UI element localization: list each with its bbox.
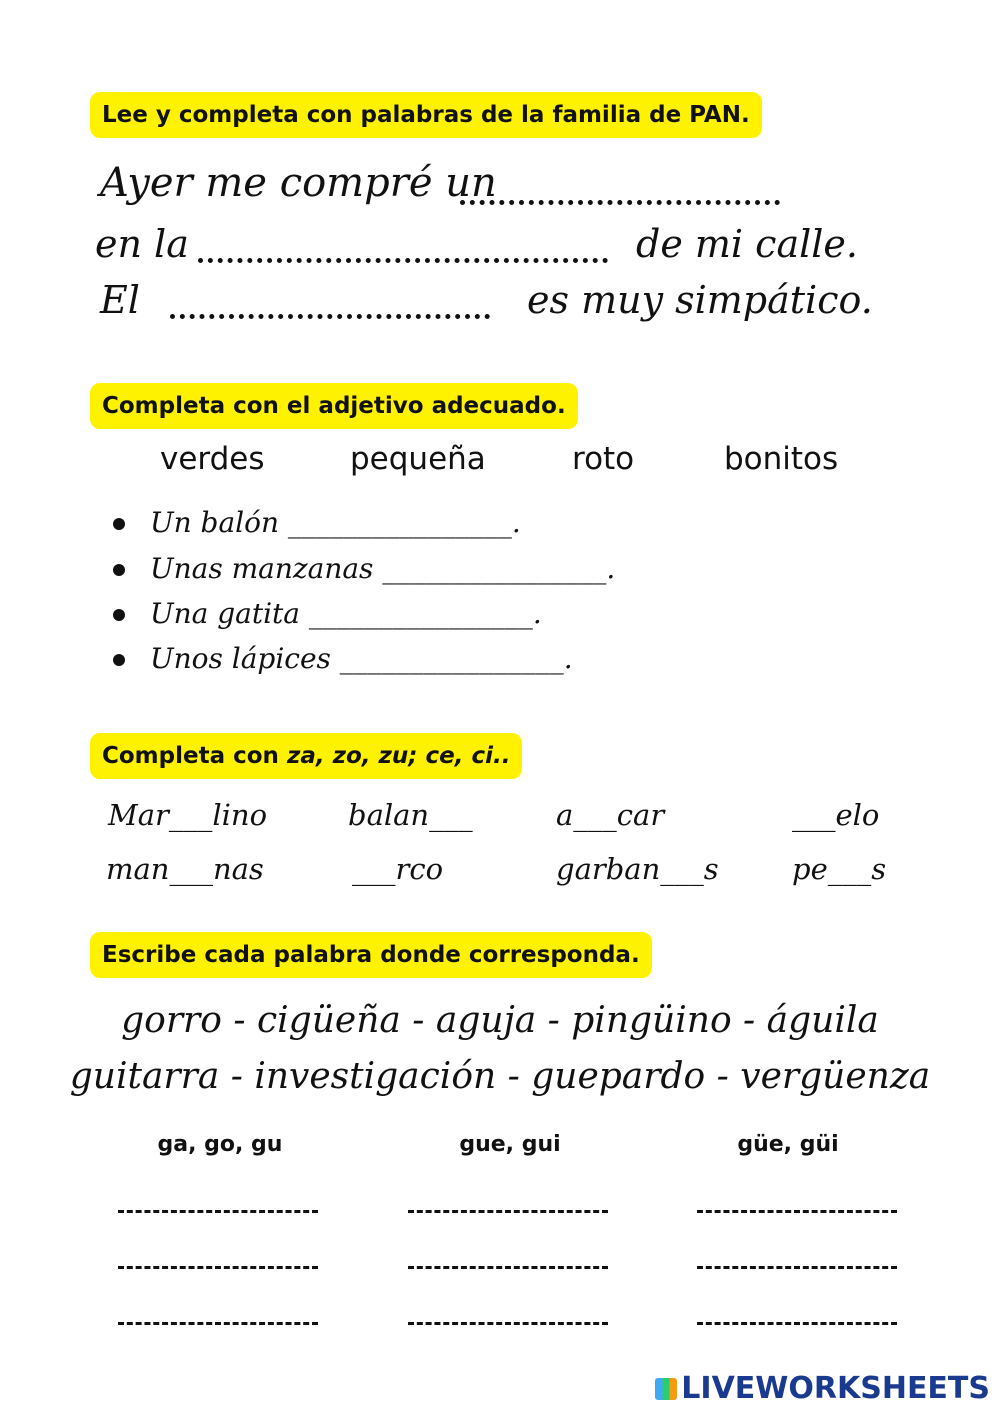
answer-line[interactable] <box>697 1322 897 1325</box>
sentence3-end: es muy simpático. <box>527 278 873 322</box>
answer-line[interactable] <box>697 1210 897 1213</box>
adjective-roto: roto <box>572 441 635 477</box>
instruction-family-pan: Lee y completa con palabras de la familia de PAN. <box>90 92 762 138</box>
column-header-gue-gui: gue, gui <box>459 1132 561 1157</box>
sentence2-end: de mi calle. <box>636 222 858 266</box>
adjective-bonitos: bonitos <box>724 441 839 477</box>
answer-line[interactable] <box>118 1322 318 1325</box>
word-bank-line1: gorro - cigüeña - aguja - pingüino - águila <box>121 1000 879 1041</box>
answer-line[interactable] <box>408 1322 608 1325</box>
syllable-word[interactable]: Mar___lino <box>108 798 268 832</box>
sentence3-start: El <box>100 278 140 322</box>
syllable-word[interactable]: balan___ <box>348 798 473 832</box>
bullet <box>113 654 125 666</box>
answer-line[interactable] <box>118 1210 318 1213</box>
bullet <box>113 564 125 576</box>
answer-line[interactable] <box>408 1266 608 1269</box>
answer-line[interactable] <box>408 1210 608 1213</box>
instruction-syllables <box>90 733 522 779</box>
blank-1[interactable] <box>460 200 780 205</box>
logo-text: LIVEWORKSHEETS <box>681 1371 990 1406</box>
column-header-ga-go-gu: ga, go, gu <box>157 1132 283 1157</box>
column-header-gue-gui-dieresis: güe, güi <box>737 1132 839 1157</box>
list-item-lapices[interactable]: Unos lápices ________________. <box>150 642 573 675</box>
list-item-manzanas[interactable]: Unas manzanas ________________. <box>150 552 616 585</box>
adjective-pequena: pequeña <box>350 441 486 477</box>
sentence2-start: en la <box>95 222 189 266</box>
syllable-word[interactable]: ___rco <box>352 852 444 886</box>
blank-2[interactable] <box>198 258 608 263</box>
instruction-classify: Escribe cada palabra donde corresponda. <box>90 932 652 978</box>
instruction-syllables-list: za, zo, zu; ce, ci.. <box>286 743 511 769</box>
answer-line[interactable] <box>697 1266 897 1269</box>
adjective-verdes: verdes <box>160 441 265 477</box>
syllable-word[interactable]: pe___s <box>792 852 887 886</box>
bullet <box>113 518 125 530</box>
syllable-word[interactable]: ___elo <box>792 798 880 832</box>
liveworksheets-logo <box>655 1371 990 1406</box>
syllable-word[interactable]: garban___s <box>556 852 719 886</box>
syllable-word[interactable]: a___car <box>556 798 665 832</box>
answer-line[interactable] <box>118 1266 318 1269</box>
logo-icon <box>655 1378 677 1400</box>
list-item-balon[interactable]: Un balón ________________. <box>150 506 521 539</box>
sentence1-text: Ayer me compré un <box>100 160 497 206</box>
instruction-syllables-prefix: Completa con <box>102 743 287 769</box>
syllable-word[interactable]: man___nas <box>106 852 264 886</box>
word-bank-line2: guitarra - investigación - guepardo - vergüenza <box>69 1056 931 1097</box>
list-item-gatita[interactable]: Una gatita ________________. <box>150 597 542 630</box>
instruction-adjective: Completa con el adjetivo adecuado. <box>90 383 578 429</box>
blank-3[interactable] <box>170 314 490 319</box>
bullet <box>113 609 125 621</box>
